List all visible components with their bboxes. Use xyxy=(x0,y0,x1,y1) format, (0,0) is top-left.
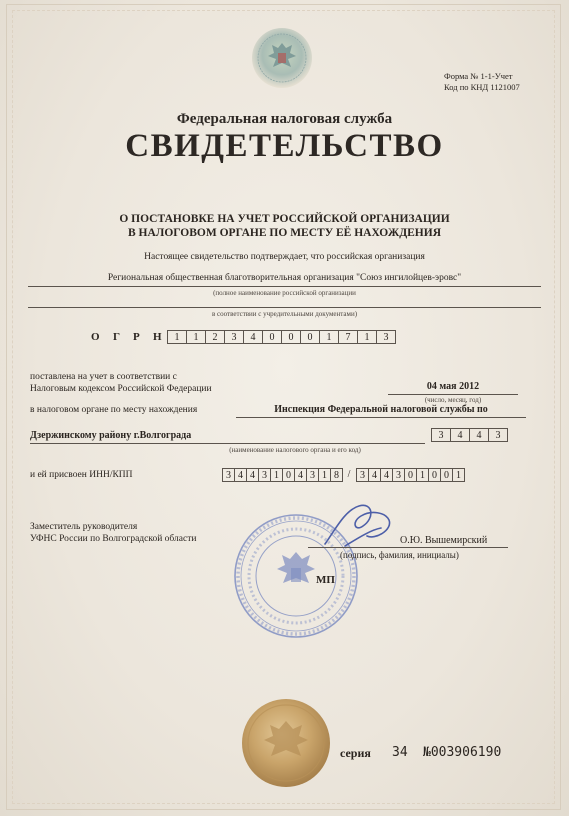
ogrn-digit: 1 xyxy=(186,330,206,344)
kpp-digit: 3 xyxy=(356,468,369,482)
docs-caption: в соответствии с учредительными документами) xyxy=(211,310,358,318)
ogrn-digit: 1 xyxy=(319,330,339,344)
signer-title xyxy=(30,521,196,545)
organization-name: Региональная общественная благотворительная организация "Союз ингилойцев-эровс" xyxy=(107,273,462,283)
inn-digit: 0 xyxy=(282,468,295,482)
ogrn-cells xyxy=(167,330,395,344)
ogrn-letter: О xyxy=(91,331,100,343)
intro-text: Настоящее свидетельство подтверждает, что российская организация xyxy=(144,252,425,262)
ogrn-digit: 7 xyxy=(338,330,358,344)
organ-label: в налоговом органе по месту нахождения xyxy=(30,405,198,415)
ogrn-digit: 1 xyxy=(357,330,377,344)
organ-code-digit: 3 xyxy=(431,428,451,442)
inn-digit: 3 xyxy=(222,468,235,482)
inn-digit: 4 xyxy=(294,468,307,482)
inn-digit: 4 xyxy=(246,468,259,482)
organ-code-digit: 4 xyxy=(469,428,489,442)
signer-name: О.Ю. Вышемирский xyxy=(400,535,488,546)
registered-line1: поставлена на учет в соответствии с xyxy=(30,372,177,382)
subtitle xyxy=(0,212,569,240)
organ-code-digit: 3 xyxy=(488,428,508,442)
serial-label: серия xyxy=(340,746,371,760)
ogrn-digit: 4 xyxy=(243,330,263,344)
knd-code: Код по КНД 1121007 xyxy=(444,82,520,92)
subtitle-line1: О ПОСТАНОВКЕ НА УЧЕТ РОССИЙСКОЙ ОРГАНИЗАЦИИ xyxy=(119,213,450,225)
form-number: Форма № 1-1-Учет xyxy=(444,71,513,81)
subtitle-line2: В НАЛОГОВОМ ОРГАНЕ ПО МЕСТУ ЕЁ НАХОЖДЕНИЯ xyxy=(127,227,442,239)
kpp-digit: 1 xyxy=(452,468,465,482)
inn-digit: 8 xyxy=(330,468,343,482)
ogrn-letter: Г xyxy=(113,331,120,343)
org-underline xyxy=(28,286,541,287)
signature-icon xyxy=(315,500,405,552)
date-caption: (число, месяц, год) xyxy=(424,396,482,404)
kpp-digit: 4 xyxy=(380,468,393,482)
serial-series: 34 xyxy=(392,745,408,760)
ogrn-digit: 1 xyxy=(167,330,187,344)
serial-number: №003906190 xyxy=(423,745,502,760)
organ-name-line1: Инспекция Федеральной налоговой службы по xyxy=(274,404,488,415)
organ-caption: (наименование налогового органа и его код) xyxy=(229,446,361,454)
registered-line2: Налоговым кодексом Российской Федерации xyxy=(30,384,212,394)
kpp-digit: 4 xyxy=(368,468,381,482)
inn-kpp-separator: / xyxy=(347,469,351,480)
inn-digit: 3 xyxy=(258,468,271,482)
ogrn-digit: 3 xyxy=(376,330,396,344)
organ-code-digit: 4 xyxy=(450,428,470,442)
inn-digit: 3 xyxy=(306,468,319,482)
kpp-digit: 1 xyxy=(416,468,429,482)
organ-name-line2: Дзержинскому району г.Волгограда xyxy=(30,430,192,441)
signer-title-line2: УФНС России по Волгоградской области xyxy=(30,534,197,544)
inn-cells xyxy=(222,468,464,482)
emblem-icon xyxy=(251,27,313,89)
signature-caption: (подпись, фамилия, инициалы) xyxy=(340,550,459,560)
signature-underline xyxy=(308,547,508,548)
ogrn-digit: 2 xyxy=(205,330,225,344)
registered-text xyxy=(30,371,212,395)
signer-title-line1: Заместитель руководителя xyxy=(30,522,138,532)
org-caption: (полное наименование российской организации xyxy=(213,289,356,297)
agency-name: Федеральная налоговая служба xyxy=(176,111,393,127)
ogrn-letter: Р xyxy=(133,331,140,343)
ogrn-digit: 0 xyxy=(281,330,301,344)
ogrn-digit: 0 xyxy=(300,330,320,344)
docs-underline xyxy=(28,307,541,308)
organ-underline2 xyxy=(30,443,425,444)
inn-label: и ей присвоен ИНН/КПП xyxy=(30,470,133,480)
inn-digit: 1 xyxy=(270,468,283,482)
inn-digit: 4 xyxy=(234,468,247,482)
kpp-digit: 0 xyxy=(428,468,441,482)
ogrn-letter: Н xyxy=(153,331,162,343)
date-underline xyxy=(388,394,518,395)
kpp-digit: 3 xyxy=(392,468,405,482)
ogrn-digit: 3 xyxy=(224,330,244,344)
organ-code-cells xyxy=(431,428,507,442)
ogrn-digit: 0 xyxy=(262,330,282,344)
kpp-digit: 0 xyxy=(440,468,453,482)
inn-digit: 1 xyxy=(318,468,331,482)
gold-seal-icon xyxy=(240,697,332,789)
form-code xyxy=(444,71,520,93)
organ-underline1 xyxy=(236,417,526,418)
kpp-digit: 0 xyxy=(404,468,417,482)
page-title: СВИДЕТЕЛЬСТВО xyxy=(125,128,444,164)
seal-place-mark: МП xyxy=(316,574,335,586)
registration-date: 04 мая 2012 xyxy=(426,381,480,392)
